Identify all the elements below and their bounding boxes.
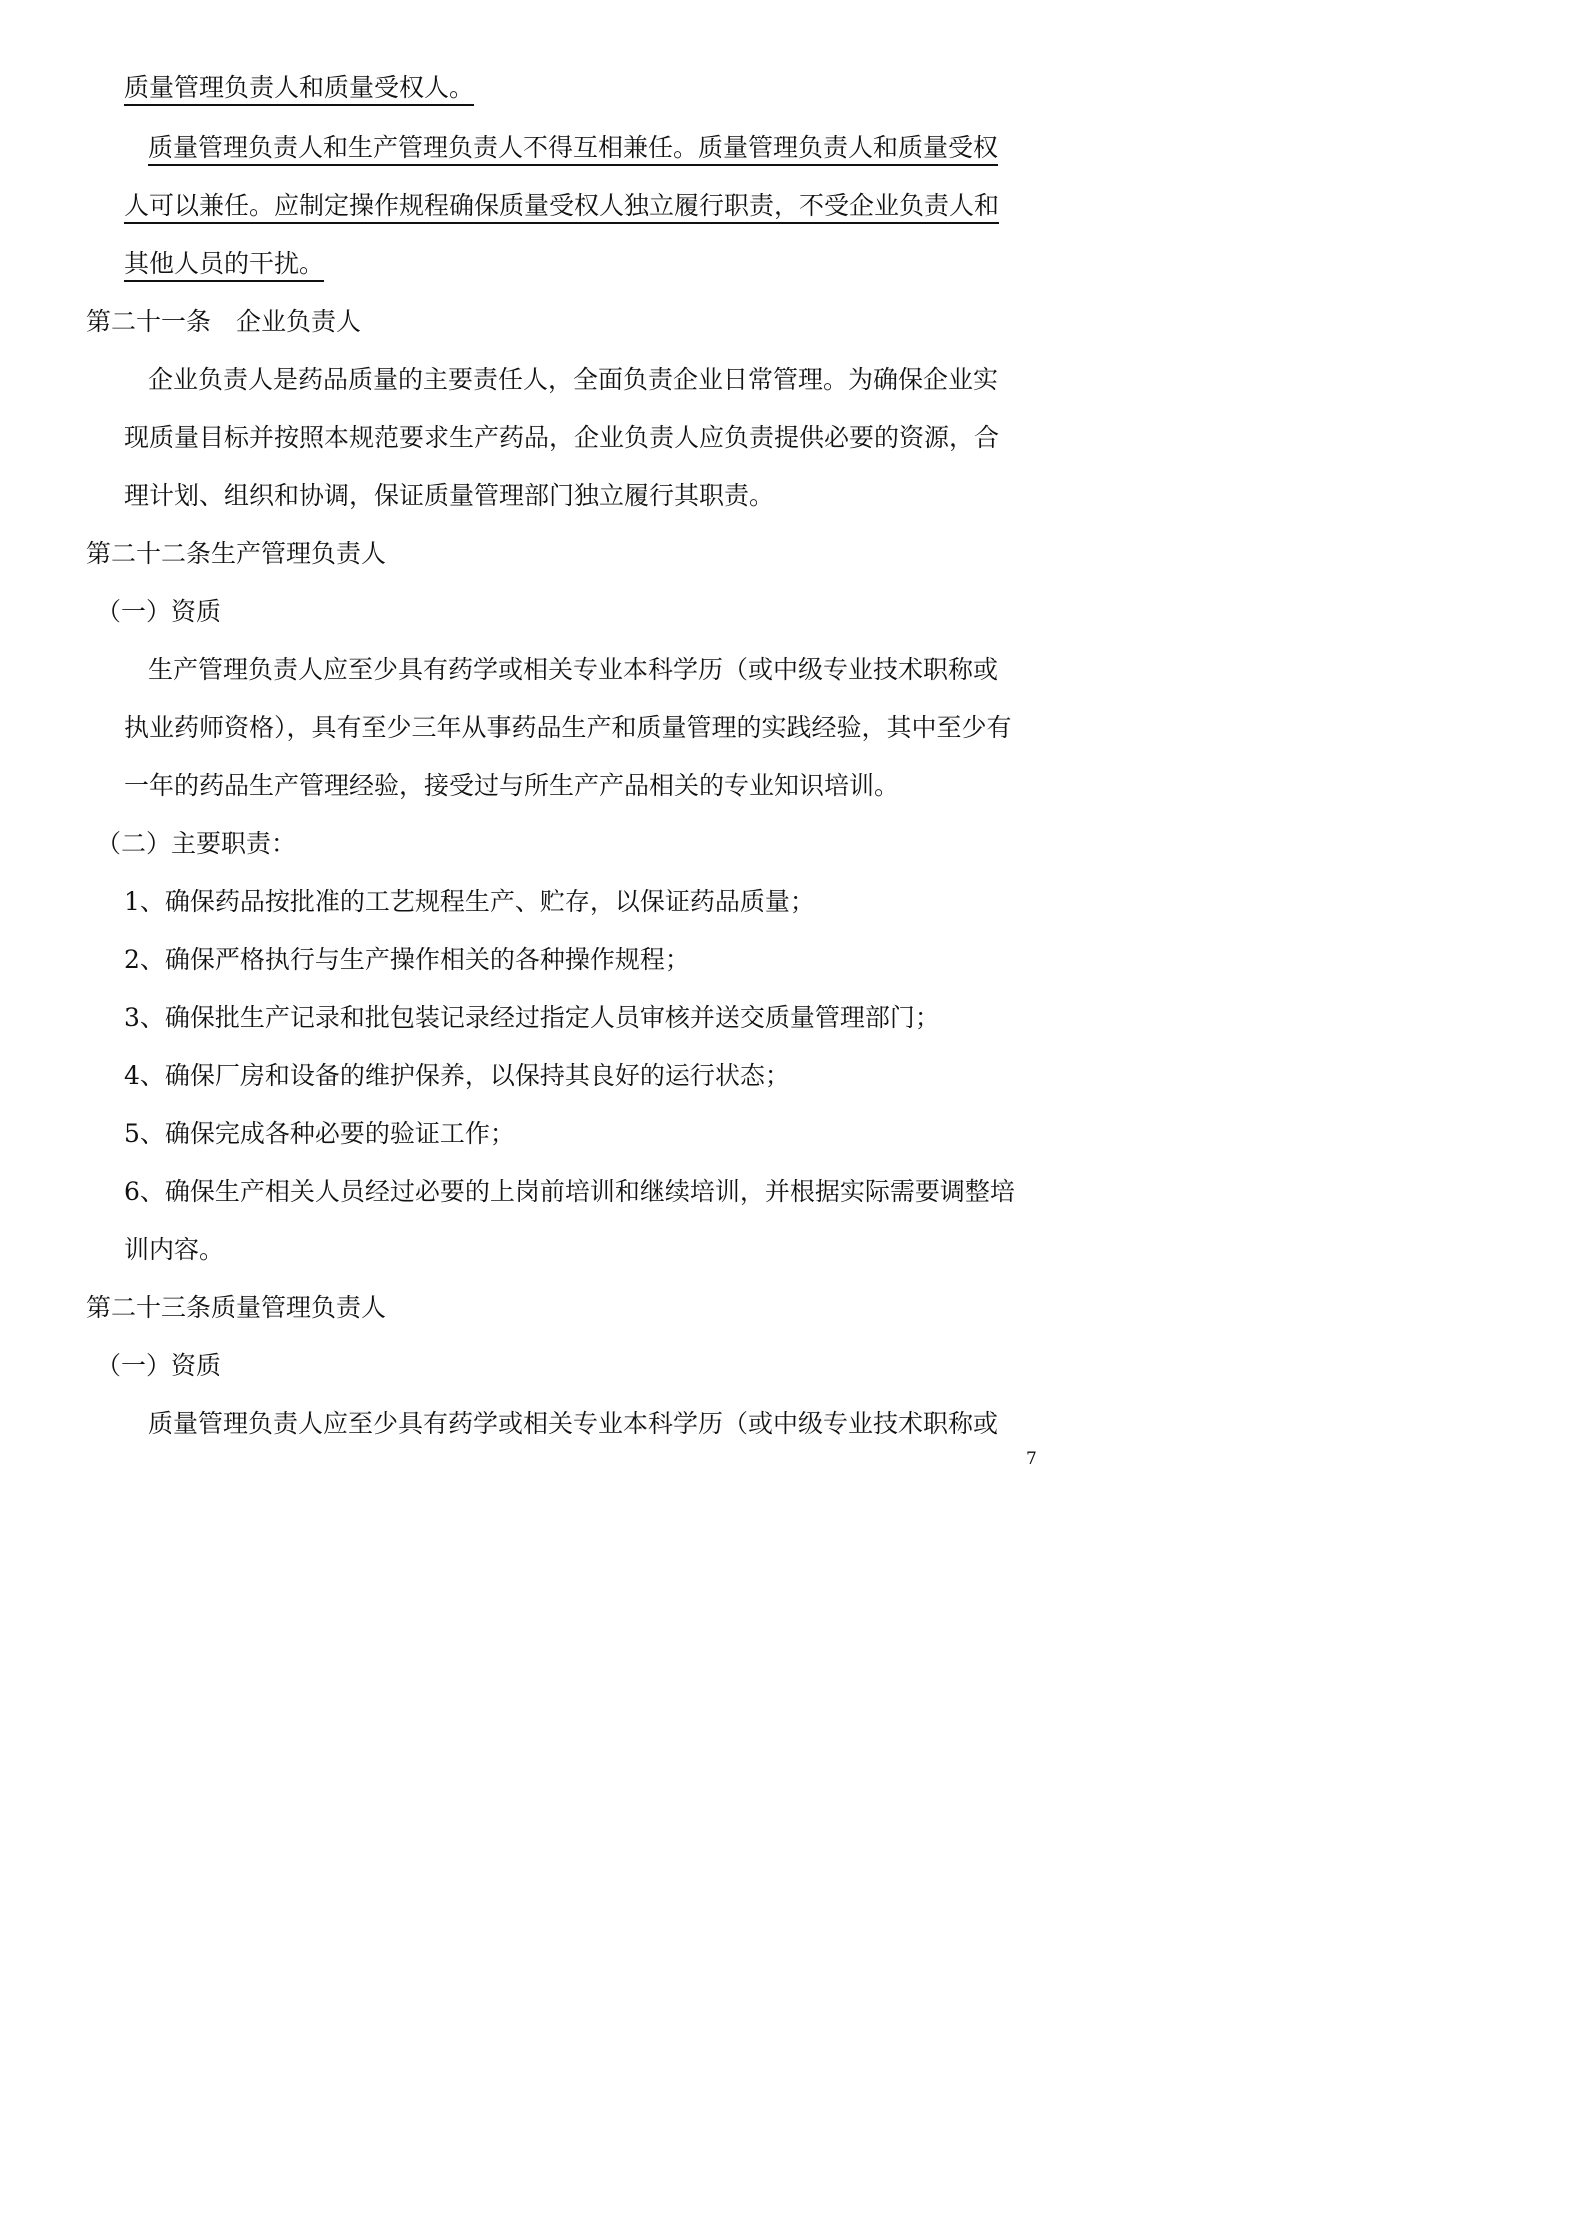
section-heading: （一）资质 — [96, 597, 222, 626]
list-item: 4、确保厂房和设备的维护保养，以保持其良好的运行状态； — [124, 1061, 790, 1090]
article-heading: 第二十三条质量管理负责人 — [86, 1293, 387, 1322]
text-line: 理计划、组织和协调，保证质量管理部门独立履行其职责。 — [124, 481, 775, 510]
text-line: 企业负责人是药品质量的主要责任人，全面负责企业日常管理。为确保企业实 — [148, 365, 999, 394]
page-number: 7 — [1026, 1449, 1037, 1469]
list-item: 1、确保药品按批准的工艺规程生产、贮存，以保证药品质量； — [124, 887, 815, 916]
text-line: 训内容。 — [124, 1235, 225, 1264]
text-line: 质量管理负责人应至少具有药学或相关专业本科学历（或中级专业技术职称或 — [148, 1409, 999, 1438]
article-heading: 第二十一条 企业负责人 — [86, 307, 362, 336]
list-item: 2、确保严格执行与生产操作相关的各种操作规程； — [124, 945, 690, 974]
document-page — [0, 0, 1110, 1568]
text-line: 人可以兼任。应制定操作规程确保质量受权人独立履行职责，不受企业负责人和 — [124, 191, 1000, 220]
text-line: 一年的药品生产管理经验，接受过与所生产产品相关的专业知识培训。 — [124, 771, 900, 800]
text-line: 其他人员的干扰。 — [124, 249, 325, 278]
list-item: 5、确保完成各种必要的验证工作； — [124, 1119, 515, 1148]
article-heading: 第二十二条生产管理负责人 — [86, 539, 387, 568]
section-heading: （二）主要职责： — [96, 829, 297, 858]
list-item: 3、确保批生产记录和批包装记录经过指定人员审核并送交质量管理部门； — [124, 1003, 940, 1032]
text-line: 执业药师资格），具有至少三年从事药品生产和质量管理的实践经验，其中至少有 — [124, 713, 1012, 742]
section-heading: （一）资质 — [96, 1351, 222, 1380]
text-line: 生产管理负责人应至少具有药学或相关专业本科学历（或中级专业技术职称或 — [148, 655, 999, 684]
list-item: 6、确保生产相关人员经过必要的上岗前培训和继续培训，并根据实际需要调整培 — [124, 1177, 1015, 1206]
text-line: 质量管理负责人和质量受权人。 — [124, 73, 475, 102]
text-line: 现质量目标并按照本规范要求生产药品，企业负责人应负责提供必要的资源，合 — [124, 423, 1000, 452]
text-line: 质量管理负责人和生产管理负责人不得互相兼任。质量管理负责人和质量受权 — [148, 133, 999, 162]
